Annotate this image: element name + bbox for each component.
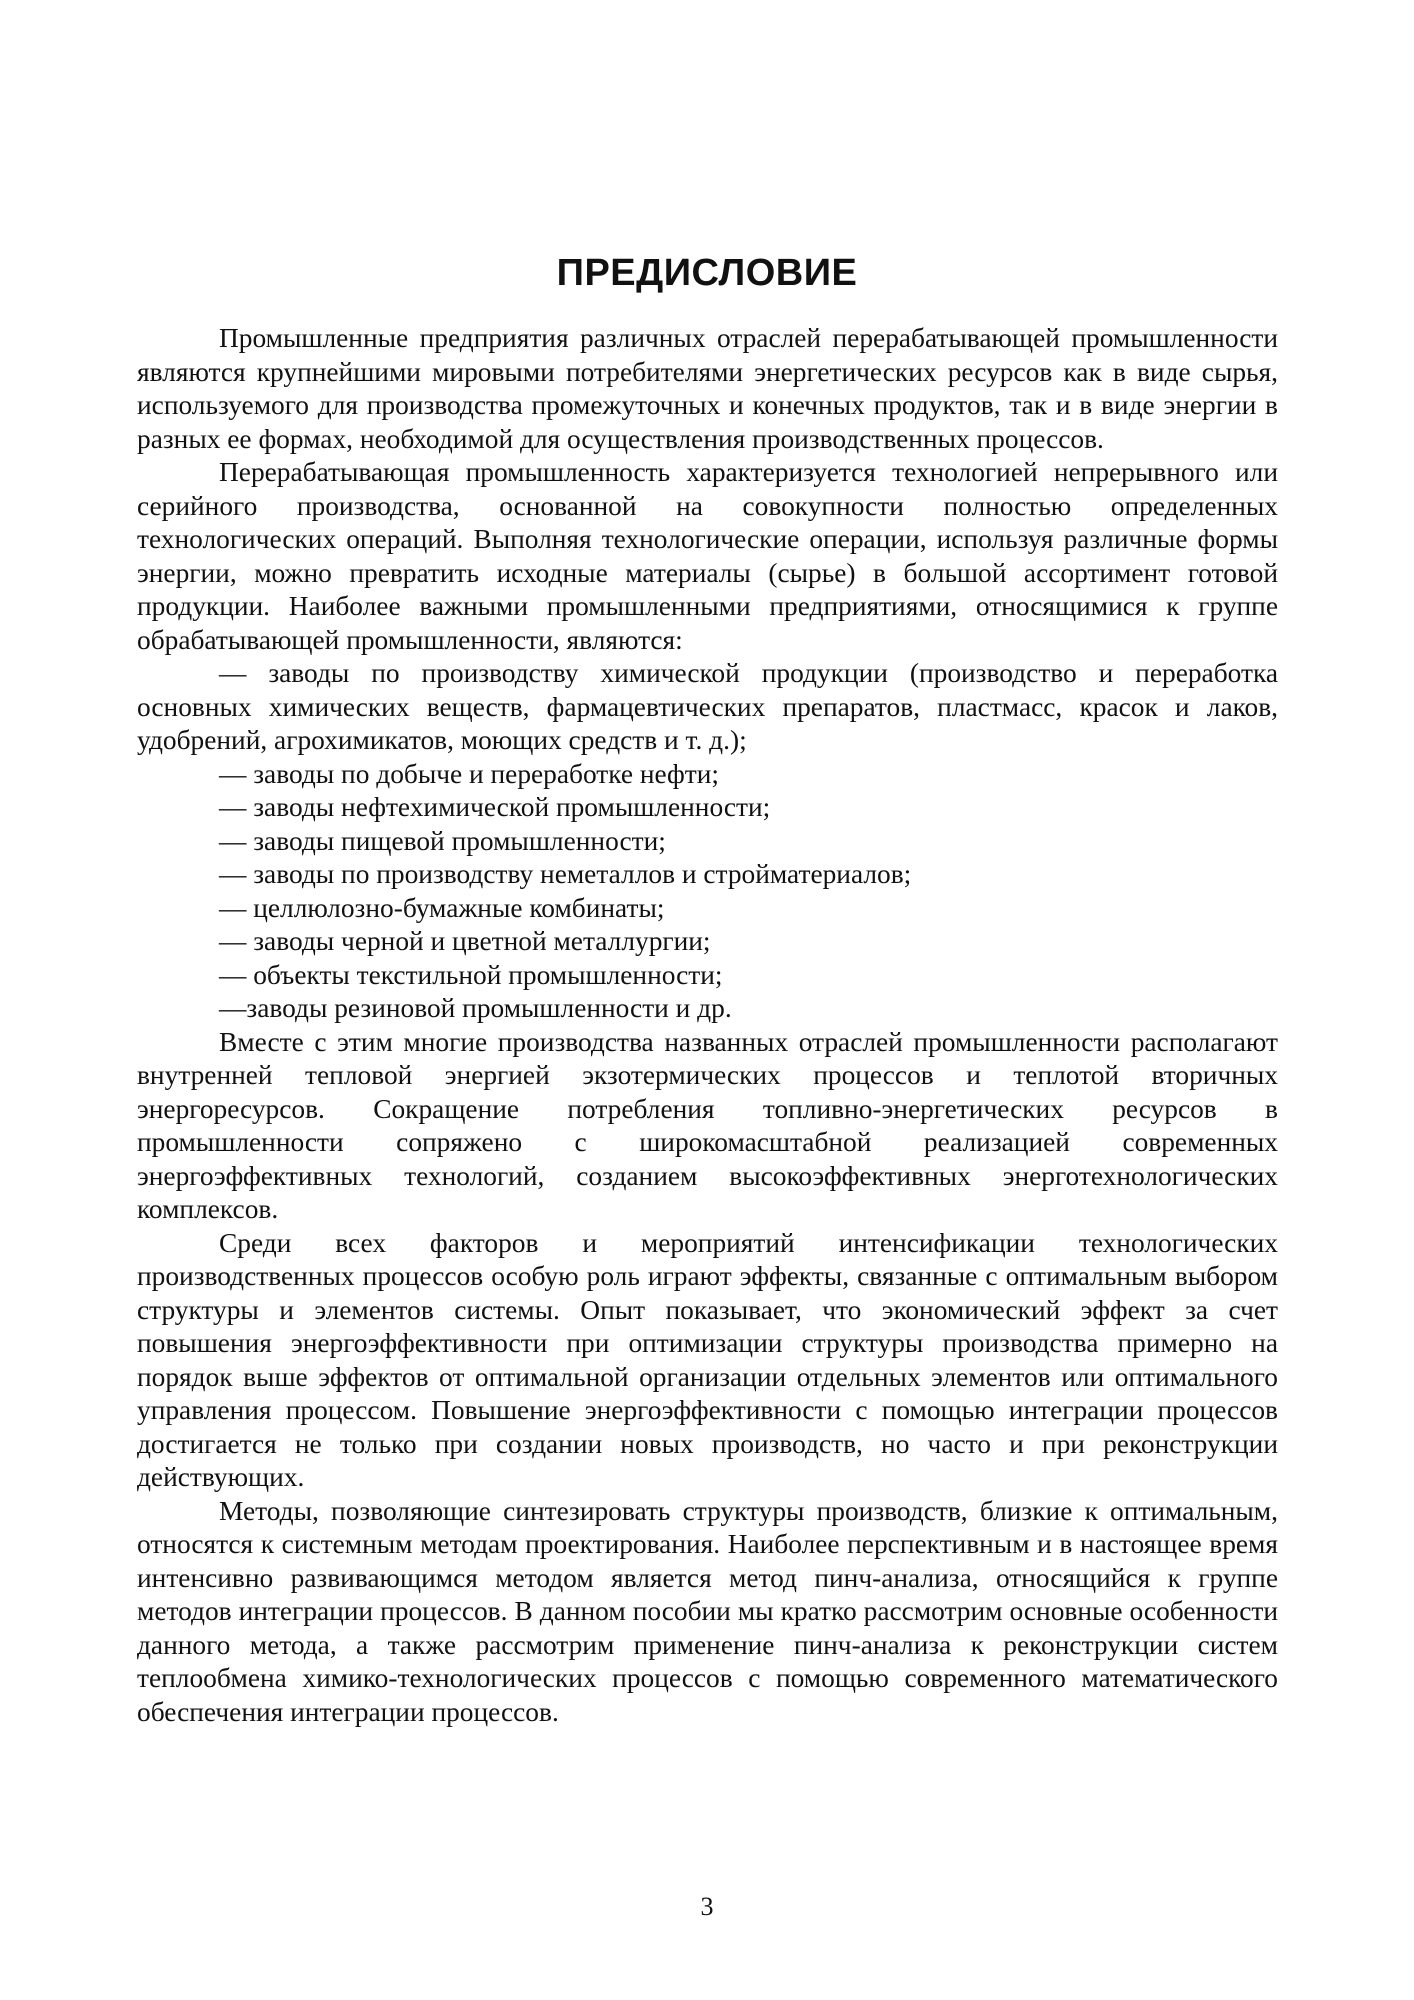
paragraph-industry: Перерабатывающая промышленность характеризуется технологией непрерывного или серийного производства, основанной на совокупности полностью определенных технологических операций. Выполняя технологические операции, используя различные формы энергии, можно превратить исходные материалы (сырье) в большой ассортимент готовой продукции. Наиболее важными промышленными предприятиями, относящимися к группе обрабатывающей промышленности, являются:: [137, 457, 1278, 655]
list-item: — объекты текстильной промышленности;: [219, 959, 723, 990]
list-item: — заводы по добыче и переработке нефти;: [219, 758, 720, 789]
list-item: — заводы черной и цветной металлургии;: [219, 926, 711, 956]
paragraph-intro: Промышленные предприятия различных отраслей перерабатывающей промышленности являются крупнейшими мировыми потребителями энергетических ресурсов как в виде сырья, используемого для производства промежуточных и конечных продуктов, так и в виде энергии в разных ее формах, необходимой для осуществления производственных процессов.: [137, 323, 1278, 454]
list-item: — заводы по производству неметаллов и стройматериалов;: [219, 859, 912, 889]
page-number: 3: [700, 1892, 714, 1921]
page-title: ПРЕДИСЛОВИЕ: [556, 252, 858, 294]
list-item: — целлюлозно-бумажные комбинаты;: [219, 892, 665, 923]
list-item: — заводы пищевой промышленности;: [219, 825, 666, 856]
document-body: [137, 322, 1278, 1729]
paragraph-structure-optimization: Среди всех факторов и мероприятий интенсификации технологических производственных процессов особую роль играют эффекты, связанные с оптимальным выбором структуры и элементов системы. Опыт показывает, что экономический эффект за счет повышения энергоэффективности при оптимизации структуры производства примерно на порядок выше эффектов от оптимальной организации отдельных элементов или оптимального управления процессом. Повышение энергоэффективности с помощью интеграции процессов достигается не только при создании новых производств, но часто и при реконструкции действующих.: [137, 1227, 1278, 1492]
paragraph-energy-resources: Вместе с этим многие производства названных отраслей промышленности располагают внутренней тепловой энергией экзотермических процессов и теплотой вторичных энергоресурсов. Сокращение потребления топливно-энергетических ресурсов в промышленности сопряжено с широкомасштабной реализацией современных энергоэффективных технологий, созданием высокоэффективных энерготехнологических комплексов.: [137, 1026, 1278, 1224]
industry-list: [137, 657, 1278, 1026]
list-item: — заводы нефтехимической промышленности;: [219, 792, 771, 822]
paragraph-pinch-analysis: Методы, позволяющие синтезировать структуры производств, близкие к оптимальным, относятся к системным методам проектирования. Наиболее перспективным и в настоящее время интенсивно развивающимся методом является метод пинч-анализа, относящийся к группе методов интеграции процессов. В данном пособии мы кратко рассмотрим основные особенности данного метода, а также рассмотрим применение пинч-анализа к реконструкции систем теплообмена химико-технологических процессов с помощью современного математического обеспечения интеграции процессов.: [137, 1495, 1278, 1727]
list-item: — заводы по производству химической продукции (производство и переработка основных химических веществ, фармацевтических препаратов, пластмасс, красок и лаков, удобрений, агрохимикатов, моющих средств и т. д.);: [137, 658, 1278, 755]
list-item: —заводы резиновой промышленности и др.: [219, 993, 732, 1023]
